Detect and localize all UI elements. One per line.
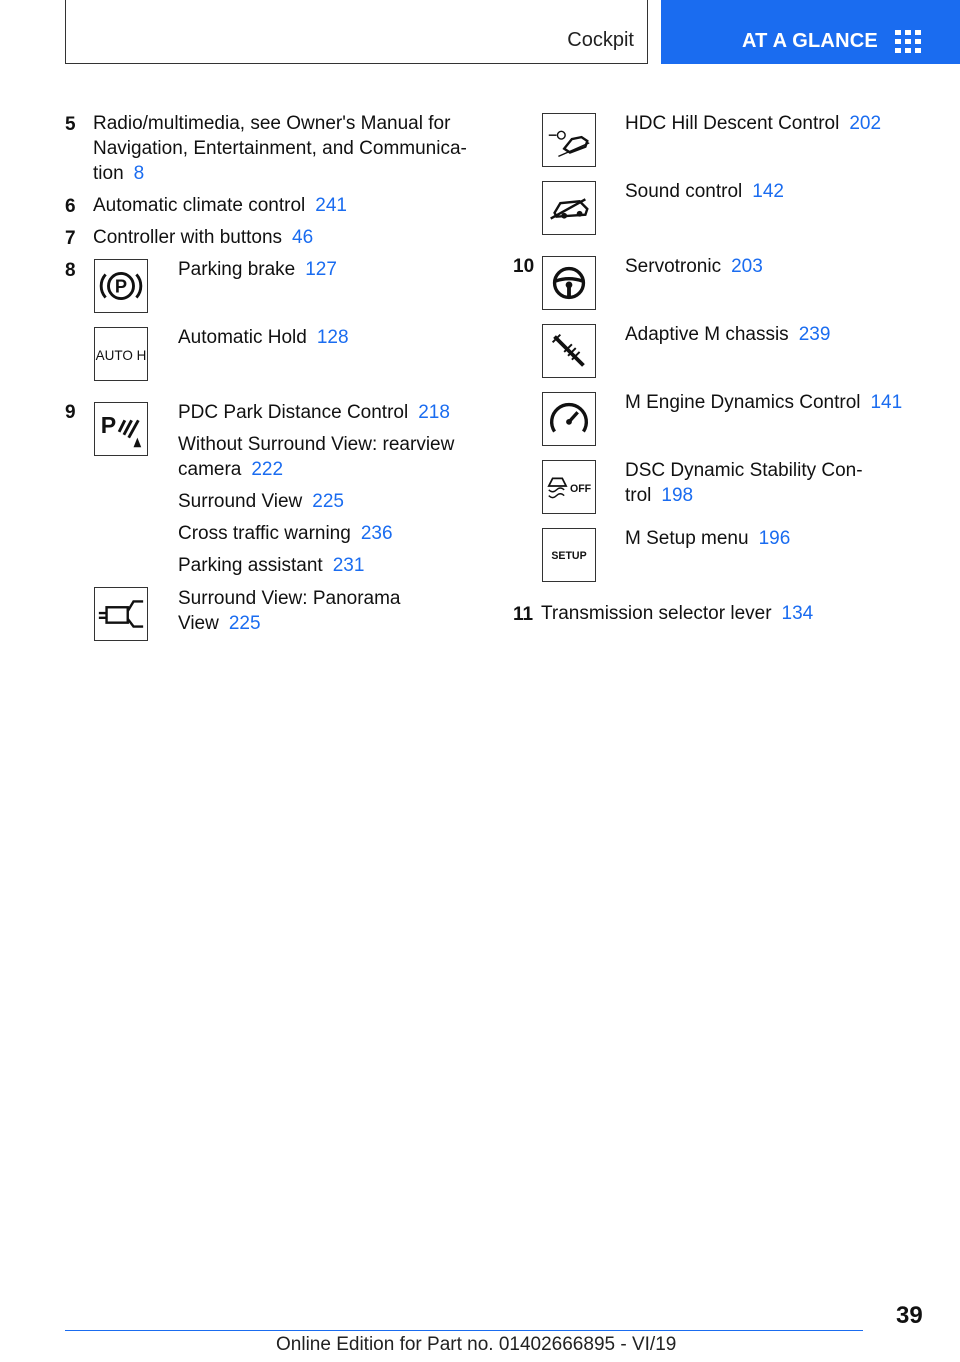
- item-5-line3-text: tion: [93, 163, 124, 184]
- adaptive-chassis-label: Adaptive M chassis: [625, 324, 789, 345]
- setup-icon-label: SETUP: [551, 549, 587, 562]
- hdc-label: HDC Hill Descent Control: [625, 113, 840, 134]
- page-link[interactable]: 141: [870, 392, 903, 413]
- page-link[interactable]: 239: [798, 324, 831, 345]
- svg-text:P: P: [100, 411, 117, 438]
- page-link[interactable]: 142: [752, 181, 784, 202]
- servotronic-text: [625, 254, 763, 279]
- item-number-6: 6: [65, 196, 76, 217]
- hill-descent-icon: [542, 113, 596, 167]
- engine-dynamics-text: [625, 390, 902, 415]
- chapter-title: AT A GLANCE: [742, 30, 878, 52]
- dsc-off-icon: [542, 460, 596, 514]
- transmission-label: Transmission selector lever: [541, 603, 772, 624]
- footer-divider: [65, 1330, 863, 1331]
- rearview-camera-text: [178, 432, 454, 482]
- setup-menu-label: M Setup menu: [625, 528, 749, 549]
- panorama-line2: [178, 611, 401, 636]
- dsc-line2-text: trol: [625, 485, 652, 506]
- page-link[interactable]: 8: [133, 163, 145, 184]
- item-7-text: [93, 225, 313, 250]
- page-link[interactable]: 225: [228, 613, 261, 634]
- page-number: 39: [896, 1302, 923, 1329]
- chapter-tab[interactable]: [661, 0, 960, 64]
- page-link[interactable]: 127: [305, 259, 337, 280]
- item-number-11: 11: [513, 604, 534, 625]
- shock-absorber-icon: [542, 324, 596, 378]
- transmission-text: [541, 601, 813, 626]
- item-6-text: [93, 193, 347, 218]
- pdc-text: [178, 400, 450, 425]
- rearview-line2: [178, 457, 454, 482]
- footer-edition: Online Edition for Part no. 01402666895 - VI/19: [276, 1334, 677, 1355]
- page-link[interactable]: 198: [661, 485, 694, 506]
- sound-control-text: [625, 179, 784, 204]
- page-link[interactable]: 241: [315, 195, 347, 216]
- page-link[interactable]: 231: [332, 555, 365, 576]
- engine-dynamics-label: M Engine Dynamics Control: [625, 392, 861, 413]
- svg-text:P: P: [114, 275, 128, 297]
- adaptive-chassis-text: [625, 322, 830, 347]
- speedometer-icon: [542, 392, 596, 446]
- dsc-off-icon-label: OFF: [569, 482, 592, 495]
- item-number-10: 10: [513, 256, 535, 277]
- surround-view-text: [178, 489, 344, 514]
- parking-assistant-text: [178, 553, 364, 578]
- page-link[interactable]: 46: [292, 227, 314, 248]
- item-5-text: [93, 111, 467, 186]
- item-5-line1: Radio/multimedia, see Owner's Manual for: [93, 113, 451, 134]
- cross-traffic-text: [178, 521, 393, 546]
- rearview-line1: Without Surround View: rearview: [178, 434, 455, 455]
- page-link[interactable]: 128: [316, 327, 349, 348]
- page-link[interactable]: 225: [312, 491, 344, 512]
- panorama-view-text: [178, 586, 401, 636]
- cross-traffic-label: Cross traffic warning: [178, 523, 351, 544]
- surround-view-label: Surround View: [178, 491, 303, 512]
- header-section-box: [65, 0, 648, 64]
- steering-wheel-icon: [542, 256, 596, 310]
- dsc-text: [625, 458, 863, 508]
- item-number-5: 5: [65, 114, 76, 135]
- auto-hold-icon: [94, 327, 148, 381]
- parking-brake-text: [178, 257, 337, 282]
- pdc-icon: [94, 402, 148, 456]
- panorama-line2-text: View: [178, 613, 219, 634]
- servotronic-label: Servotronic: [625, 256, 722, 277]
- parking-brake-icon: [94, 259, 148, 313]
- page-link[interactable]: 196: [758, 528, 791, 549]
- auto-hold-label: Automatic Hold: [178, 327, 307, 348]
- item-number-8: 8: [65, 260, 76, 281]
- item-number-7: 7: [65, 228, 76, 249]
- parking-assistant-label: Parking assistant: [178, 555, 323, 576]
- item-6-label: Automatic climate control: [93, 195, 306, 216]
- rearview-line2-text: camera: [178, 459, 242, 480]
- item-5-line2: Navigation, Entertainment, and Communica-: [93, 138, 467, 159]
- page-link[interactable]: 236: [360, 523, 393, 544]
- sound-control-icon: [542, 181, 596, 235]
- page-link[interactable]: 134: [781, 603, 814, 624]
- item-5-line3: [93, 161, 467, 186]
- section-title: Cockpit: [567, 29, 634, 51]
- dsc-line2: [625, 483, 863, 508]
- pdc-label: PDC Park Distance Control: [178, 402, 409, 423]
- dsc-line1: DSC Dynamic Stability Con-: [625, 460, 863, 481]
- sound-control-label: Sound control: [625, 181, 743, 202]
- setup-icon: [542, 528, 596, 582]
- page-link[interactable]: 202: [849, 113, 882, 134]
- page-link[interactable]: 222: [251, 459, 284, 480]
- setup-menu-text: [625, 526, 790, 551]
- auto-hold-icon-label: AUTO H: [95, 347, 147, 363]
- page-link[interactable]: 218: [418, 402, 450, 423]
- panorama-line1: Surround View: Panorama: [178, 588, 401, 609]
- auto-hold-text: [178, 325, 349, 350]
- item-7-label: Controller with buttons: [93, 227, 283, 248]
- page-link[interactable]: 203: [731, 256, 763, 277]
- hdc-text: [625, 111, 881, 136]
- parking-brake-label: Parking brake: [178, 259, 296, 280]
- item-number-9: 9: [65, 402, 76, 423]
- grid-menu-icon[interactable]: [895, 30, 921, 53]
- panorama-view-icon: [94, 587, 148, 641]
